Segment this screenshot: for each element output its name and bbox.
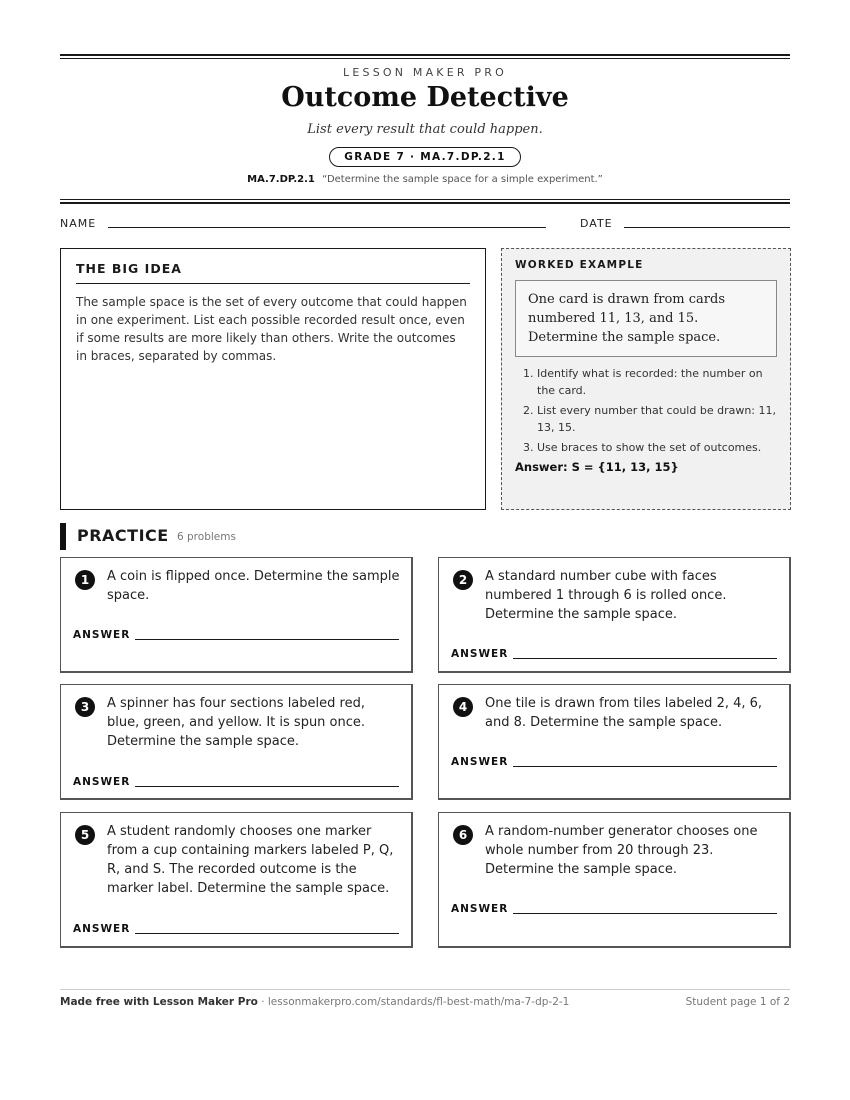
- grade-badge-wrap: [0, 145, 850, 167]
- name-field[interactable]: [108, 227, 546, 228]
- worked-example-heading: WORKED EXAMPLE: [515, 259, 644, 271]
- problem-card-2: [438, 557, 791, 673]
- problem-card-3: [60, 684, 413, 800]
- date-field[interactable]: [624, 227, 790, 228]
- name-label: NAME: [60, 217, 97, 230]
- worked-example-steps: [515, 365, 777, 456]
- worked-step: 1. Identify what is recorded: the number on the card.: [537, 365, 777, 399]
- problem-card-6: [438, 812, 791, 948]
- problem-text: A spinner has four sections labeled red, blue, green, and yellow. It is spun once. Determine the sample space.: [107, 696, 366, 749]
- problem-number: 1: [75, 570, 95, 590]
- answer-line[interactable]: [135, 639, 399, 640]
- page-subtitle: List every result that could happen.: [307, 122, 543, 137]
- answer-line[interactable]: [513, 913, 777, 914]
- problem-text: A coin is flipped once. Determine the sample space.: [107, 569, 400, 603]
- practice-accent-bar: [60, 523, 66, 550]
- practice-title: PRACTICE: [77, 526, 169, 545]
- page-title: Outcome Detective: [281, 82, 569, 113]
- brand-name: LESSON MAKER PRO: [343, 66, 507, 79]
- big-idea-heading: THE BIG IDEA: [76, 261, 470, 284]
- problem-text: A random-number generator chooses one whole number from 20 through 23. Determine the sample space.: [485, 824, 758, 877]
- header-bottom-rule: [60, 199, 790, 204]
- footer-rule: [60, 989, 790, 990]
- header-top-rule: [60, 54, 790, 59]
- standard-code: MA.7.DP.2.1: [247, 174, 315, 185]
- problem-number: 4: [453, 697, 473, 717]
- worked-example-box: [501, 248, 791, 510]
- problem-number: 3: [75, 697, 95, 717]
- footer-url[interactable]: · lessonmakerpro.com/standards/fl-best-math/ma-7-dp-2-1: [257, 996, 570, 1008]
- practice-count: 6 problems: [177, 531, 236, 543]
- answer-line[interactable]: [135, 933, 399, 934]
- standard-text: “Determine the sample space for a simple experiment.”: [322, 174, 603, 185]
- problem-number: 5: [75, 825, 95, 845]
- big-idea-body: The sample space is the set of every outcome that could happen in one experiment. List each possible recorded result once, even if some results are more likely than others. Write the outcomes in braces, separated by commas.: [76, 295, 467, 363]
- problem-card-5: [60, 812, 413, 948]
- worked-example-answer: Answer: S = {11, 13, 15}: [515, 460, 679, 474]
- answer-line[interactable]: [513, 766, 777, 767]
- answer-label: ANSWER: [73, 923, 131, 935]
- worked-step: 3. Use braces to show the set of outcomes.: [537, 439, 777, 456]
- answer-label: ANSWER: [451, 756, 509, 768]
- answer-label: ANSWER: [73, 776, 131, 788]
- worked-step: 2. List every number that could be drawn: 11, 13, 15.: [537, 402, 777, 436]
- problem-card-4: [438, 684, 791, 800]
- answer-label: ANSWER: [451, 903, 509, 915]
- date-label: DATE: [580, 217, 613, 230]
- problem-number: 6: [453, 825, 473, 845]
- footer-page-number: Student page 1 of 2: [685, 996, 790, 1008]
- grade-badge: GRADE 7 · MA.7.DP.2.1: [329, 147, 520, 167]
- answer-line[interactable]: [135, 786, 399, 787]
- problem-card-1: [60, 557, 413, 673]
- problem-text: One tile is drawn from tiles labeled 2, 4, 6, and 8. Determine the sample space.: [485, 696, 763, 730]
- standard-line: [0, 174, 850, 185]
- worked-example-problem: One card is drawn from cards numbered 11, 13, and 15. Determine the sample space.: [515, 280, 777, 357]
- problem-text: A standard number cube with faces numbered 1 through 6 is rolled once. Determine the sample space.: [485, 569, 727, 622]
- answer-label: ANSWER: [451, 648, 509, 660]
- footer-made-with: Made free with Lesson Maker Pro: [60, 996, 258, 1008]
- answer-label: ANSWER: [73, 629, 131, 641]
- problem-text: A student randomly chooses one marker from a cup containing markers labeled P, Q, R, and S. The recorded outcome is the marker label. Determine the sample space.: [107, 824, 394, 896]
- footer-credit: [60, 996, 569, 1008]
- big-idea-box: [60, 248, 486, 510]
- answer-line[interactable]: [513, 658, 777, 659]
- problem-number: 2: [453, 570, 473, 590]
